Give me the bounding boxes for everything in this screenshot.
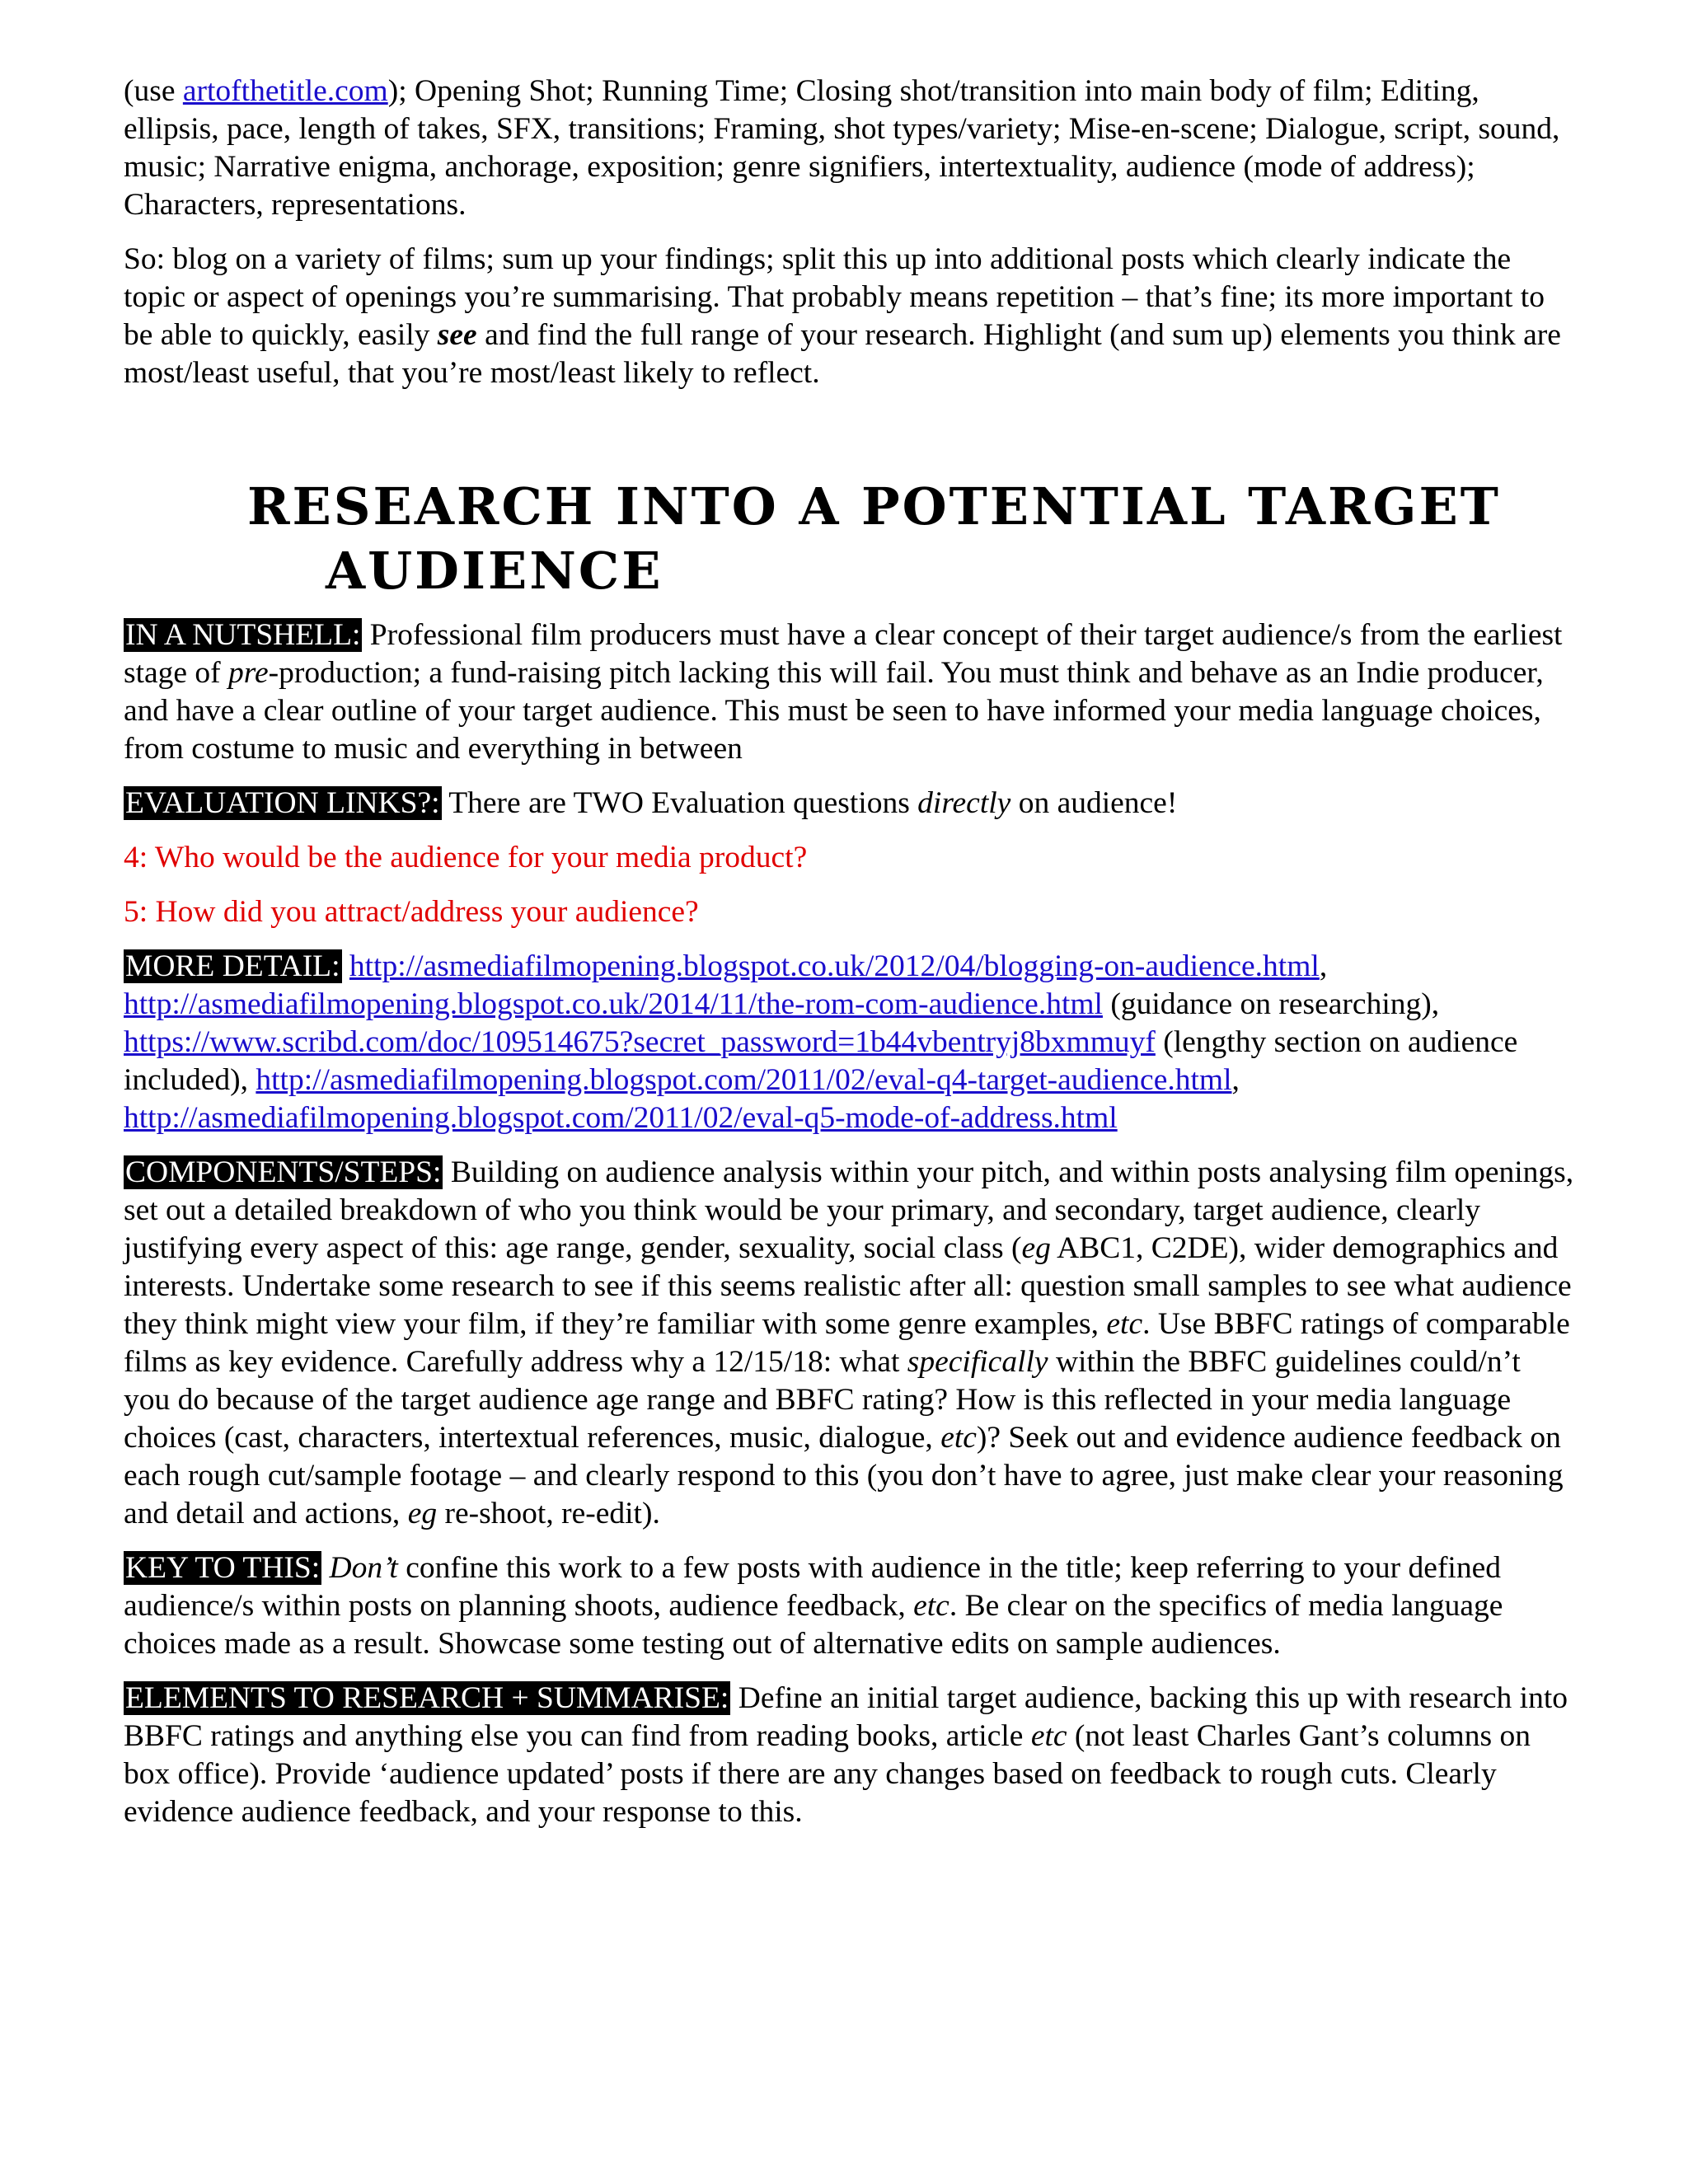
key-label: KEY TO THIS: bbox=[125, 1551, 321, 1585]
components-emphasis-4: etc bbox=[940, 1421, 977, 1455]
nutshell-paragraph bbox=[124, 616, 1574, 768]
elements-label: ELEMENTS TO RESEARCH + SUMMARISE: bbox=[125, 1681, 729, 1715]
key-text-1: confine this work to a few posts with audience in the title; keep referring to your defined audience/s within posts on planning shoots, audience feedback, bbox=[124, 1551, 1501, 1623]
separator-4: , bbox=[1231, 1063, 1240, 1097]
components-emphasis-5: eg bbox=[407, 1497, 438, 1530]
scribd-link[interactable]: https://www.scribd.com/doc/109514675?secret_password=1b44vbentryj8bxmmuyf bbox=[124, 1025, 1156, 1059]
components-paragraph bbox=[124, 1154, 1574, 1533]
audience-blog-link-2[interactable]: http://asmediafilmopening.blogspot.co.uk/2014/11/the-rom-com-audience.html bbox=[124, 987, 1103, 1021]
components-label: COMPONENTS/STEPS: bbox=[125, 1155, 442, 1189]
elements-emphasis: etc bbox=[1030, 1719, 1067, 1753]
key-emphasis-2: etc bbox=[913, 1589, 950, 1623]
components-text-3: . Use BBFC ratings of comparable films as key evidence. Carefully address why a 12/15/18: what bbox=[124, 1307, 1570, 1379]
evaluation-paragraph bbox=[124, 785, 1574, 823]
evaluation-text-2: on audience! bbox=[1010, 786, 1178, 820]
intro-paragraph-1 bbox=[124, 73, 1574, 224]
elements-text-2: (not least Charles Gant’s columns on box office). Provide ‘audience updated’ posts if there are any changes based on feedback to rough cuts. Clearly evidence audience feedback, and your response to this. bbox=[124, 1719, 1531, 1829]
nutshell-label: IN A NUTSHELL: bbox=[125, 618, 361, 652]
section-heading bbox=[247, 475, 1574, 603]
link-3-note: (lengthy section on audience included), bbox=[124, 1025, 1518, 1097]
components-text-5: )? Seek out and evidence audience feedback on each rough cut/sample footage – and clearly respond to this (you don’t have to agree, just make clear your reasoning and detail and actions, bbox=[124, 1421, 1564, 1530]
heading-line-1: RESEARCH INTO A POTENTIAL TARGET bbox=[247, 476, 1501, 537]
key-paragraph bbox=[124, 1549, 1574, 1663]
components-emphasis-1: eg bbox=[1021, 1231, 1051, 1265]
nutshell-emphasis: pre bbox=[228, 656, 269, 690]
more-detail-label: MORE DETAIL: bbox=[125, 949, 340, 983]
components-emphasis-2: etc bbox=[1106, 1307, 1143, 1341]
intro-prefix: (use bbox=[124, 74, 183, 108]
components-text-4: within the BBFC guidelines could/n’t you do because of the target audience age range and BBFC rating? How is this reflected in your media language choices (cast, characters, intertextual references, music, dialogue, bbox=[124, 1345, 1521, 1455]
key-text-2: . Be clear on the specifics of media language choices made as a result. Showcase some testing out of alternative edits on sample audiences. bbox=[124, 1589, 1503, 1661]
evaluation-question-4: 4: Who would be the audience for your media product? bbox=[124, 841, 808, 874]
components-text-6: re-shoot, re-edit). bbox=[437, 1497, 660, 1530]
heading-line-2: AUDIENCE bbox=[326, 541, 663, 601]
emphasis-see: see bbox=[437, 318, 477, 352]
document-page bbox=[124, 73, 1574, 1848]
artofthetitle-link[interactable]: artofthetitle.com bbox=[182, 74, 388, 108]
separator-1: , bbox=[1319, 949, 1328, 983]
evaluation-label: EVALUATION LINKS?: bbox=[125, 786, 440, 820]
nutshell-text-2: -production; a fund-raising pitch lacking this will fail. You must think and behave as an Indie producer, and have a clear outline of your target audience. This must be seen to have informed your media language choices, from costume to music and everything in between bbox=[124, 656, 1544, 766]
audience-blog-link-1[interactable]: http://asmediafilmopening.blogspot.co.uk/2012/04/blogging-on-audience.html bbox=[349, 949, 1320, 983]
elements-text-1: Define an initial target audience, backing this up with research into BBFC ratings and anything else you can find from reading books, article bbox=[124, 1681, 1568, 1753]
more-detail-paragraph bbox=[124, 948, 1574, 1137]
intro-text: ); Opening Shot; Running Time; Closing shot/transition into main body of film; Editing, ellipsis, pace, length of takes, SFX, transitions; Framing, shot types/variety; Mise-en-scene; Dialogue, script, sound, music; Narrative enigma, anchorage, exposition; genre signifiers, intertextuality, audience (mode of address); Characters, representations. bbox=[124, 74, 1560, 222]
components-emphasis-3: specifically bbox=[907, 1345, 1048, 1379]
link-2-note: (guidance on researching), bbox=[1102, 987, 1440, 1021]
components-text-1: Building on audience analysis within your pitch, and within posts analysing film openings, set out a detailed breakdown of who you think would be your primary, and secondary, target audience, clearly justifying every aspect of this: age range, gender, sexuality, social class ( bbox=[124, 1155, 1574, 1265]
eval-q4-link[interactable]: http://asmediafilmopening.blogspot.com/2011/02/eval-q4-target-audience.html bbox=[256, 1063, 1232, 1097]
evaluation-question-5: 5: How did you attract/address your audience? bbox=[124, 895, 699, 929]
intro-text-b: and find the full range of your research. Highlight (and sum up) elements you think are most/least useful, that you’re most/least likely to reflect. bbox=[124, 318, 1561, 390]
eval-q5-link[interactable]: http://asmediafilmopening.blogspot.com/2011/02/eval-q5-mode-of-address.html bbox=[124, 1101, 1118, 1135]
key-emphasis-1: Don’t bbox=[329, 1551, 398, 1585]
intro-paragraph-2 bbox=[124, 241, 1574, 392]
intro-text-a: So: blog on a variety of films; sum up your findings; split this up into additional posts which clearly indicate the topic or aspect of openings you’re summarising. That probably means repetition – that’s fine; its more important to be able to quickly, easily bbox=[124, 242, 1545, 352]
evaluation-text-1: There are TWO Evaluation questions bbox=[441, 786, 918, 820]
nutshell-text-1: Professional film producers must have a clear concept of their target audience/s from the earliest stage of bbox=[124, 618, 1563, 690]
elements-paragraph bbox=[124, 1680, 1574, 1831]
evaluation-emphasis: directly bbox=[917, 786, 1011, 820]
components-text-2: ABC1, C2DE), wider demographics and interests. Undertake some research to see if this seems realistic after all: question small samples to see what audience they think might view your film, if they’re familiar with some genre examples, bbox=[124, 1231, 1572, 1341]
